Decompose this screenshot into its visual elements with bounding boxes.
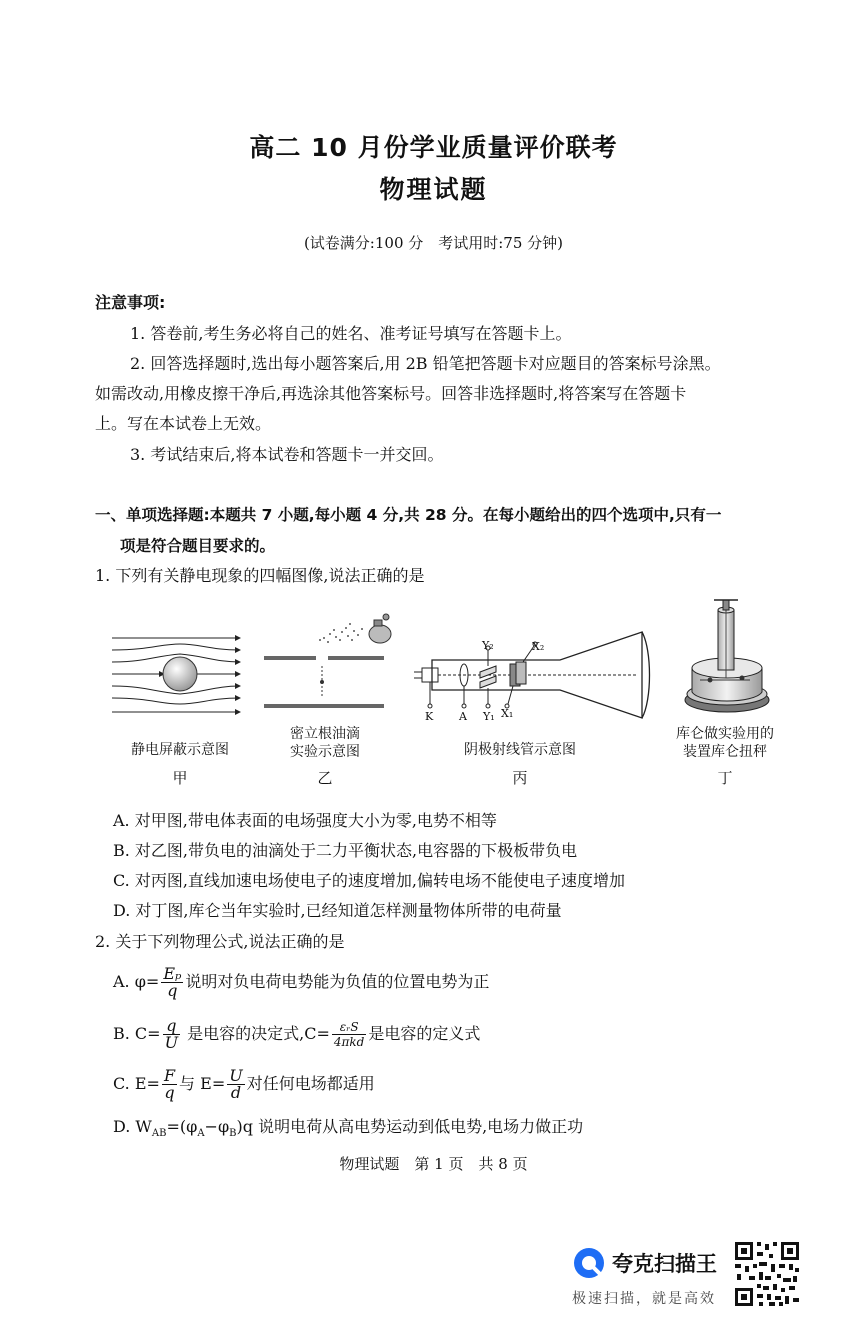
oil-drop-figure (262, 610, 402, 715)
q2-option-a (113, 964, 489, 1000)
figure-ding-label: 丁 (717, 769, 733, 787)
subject-title: 物理试题 (379, 175, 488, 204)
q2-b-prefix: B. C= (113, 1024, 161, 1043)
q1-option-a: A. 对甲图,带电体表面的电场强度大小为零,电势不相等 (113, 811, 497, 830)
q2-d-sub-b: B (229, 1128, 237, 1140)
q2-c-numerator: F (163, 1066, 176, 1085)
q2-c-denominator-2: d (230, 1083, 242, 1102)
exam-title: 高二 10 月份学业质量评价联考 (249, 133, 618, 162)
notice-item-2: 2. 回答选择题时,选出每小题答案后,用 2B 铅笔把答题卡对应题目的答案标号涂黑。 (130, 354, 721, 373)
figure-bing-label: 丙 (512, 769, 528, 787)
figure-jia-label: 甲 (172, 769, 188, 787)
tube-label-y1: Y₁ (483, 710, 495, 723)
q2-b-middle: 是电容的决定式,C= (182, 1024, 330, 1043)
q2-option-b (113, 1016, 480, 1052)
q2-b-denominator: U (164, 1033, 179, 1052)
q1-stem: 1. 下列有关静电现象的四幅图像,说法正确的是 (95, 566, 425, 585)
notice-item-2-cont: 如需改动,用橡皮擦干净后,再选涂其他答案标号。回答非选择题时,将答案写在答题卡 (95, 384, 687, 403)
notice-item-2-end: 上。写在本试卷上无效。 (95, 414, 272, 433)
cathode-ray-tube-figure (410, 620, 655, 730)
tube-label-a: A (459, 710, 467, 723)
notice-item-3: 3. 考试结束后,将本试卷和答题卡一并交回。 (130, 445, 444, 464)
electrostatic-shield-figure (110, 630, 250, 720)
exam-info: (试卷满分:100 分 考试用时:75 分钟) (303, 234, 564, 252)
q1-option-b: B. 对乙图,带负电的油滴处于二力平衡状态,电容器的下极板带负电 (113, 841, 578, 860)
q2-b-denominator-2: 4πkd (333, 1035, 365, 1049)
q1-option-d: D. 对丁图,库仑当年实验时,已经知道怎样测量物体所带的电荷量 (113, 901, 562, 920)
q2-c-denominator: q (164, 1083, 175, 1102)
q2-c-text: 对任何电场都适用 (246, 1074, 375, 1093)
q2-a-numerator: Eₚ (163, 964, 182, 983)
page-footer: 物理试题 第 1 页 共 8 页 (339, 1155, 528, 1173)
q2-option-d (113, 1117, 583, 1144)
q2-b-numerator-2: εᵣS (332, 1020, 366, 1035)
q2-option-c (113, 1066, 375, 1102)
figure-bing-caption: 阴极射线管示意图 (464, 742, 576, 758)
tube-label-x1: X₁ (501, 707, 514, 720)
q2-b-text: 是电容的定义式 (368, 1024, 481, 1043)
q2-d-minus: −φ (204, 1117, 230, 1136)
q2-a-prefix: A. φ= (113, 972, 160, 991)
q2-a-text: 说明对负电荷电势能为负值的位置电势为正 (185, 972, 490, 991)
qr-code-icon (733, 1240, 801, 1308)
scanner-slogan: 极速扫描，就是高效 (572, 1291, 716, 1307)
q2-d-text: =(φ (166, 1117, 198, 1136)
q2-c-prefix: C. E= (113, 1074, 160, 1093)
tube-label-y2: Y₂ (482, 639, 494, 652)
q2-d-sub-a: A (197, 1128, 205, 1140)
section-heading-cont: 项是符合题目要求的。 (120, 537, 276, 555)
q2-b-numerator: q (163, 1018, 180, 1035)
q2-c-numerator-2: U (229, 1066, 243, 1085)
section-heading: 一、单项选择题:本题共 7 小题,每小题 4 分,共 28 分。在每小题给出的四个选项中,只有一 (95, 506, 722, 524)
notice-item-1: 1. 答卷前,考生务必将自己的姓名、准考证号填写在答题卡上。 (130, 324, 572, 343)
scanner-logo-icon (572, 1246, 606, 1280)
figure-yi-caption-1: 密立根油滴 (290, 726, 360, 742)
figure-yi-label: 乙 (317, 769, 333, 787)
q2-stem: 2. 关于下列物理公式,说法正确的是 (95, 932, 345, 951)
q2-c-middle: 与 E= (179, 1074, 226, 1093)
scanner-brand: 夸克扫描王 (612, 1252, 717, 1276)
tube-label-k: K (425, 710, 434, 723)
q2-d-sub-ab: AB (151, 1128, 167, 1140)
tube-label-x2: X₂ (532, 640, 545, 653)
figure-ding-caption-1: 库仑做实验用的 (676, 726, 774, 742)
figure-jia-caption: 静电屏蔽示意图 (131, 742, 229, 758)
q2-a-denominator: q (167, 981, 178, 1000)
figure-yi-caption-2: 实验示意图 (290, 744, 360, 760)
q2-d-rest: )q 说明电荷从高电势运动到低电势,电场力做正功 (236, 1117, 584, 1136)
torsion-balance-figure (680, 592, 775, 720)
notice-heading: 注意事项: (95, 293, 166, 312)
q2-d-prefix: D. W (113, 1117, 152, 1136)
figure-ding-caption-2: 装置库仑扭秤 (683, 744, 767, 760)
q1-option-c: C. 对丙图,直线加速电场使电子的速度增加,偏转电场不能使电子速度增加 (113, 871, 626, 890)
